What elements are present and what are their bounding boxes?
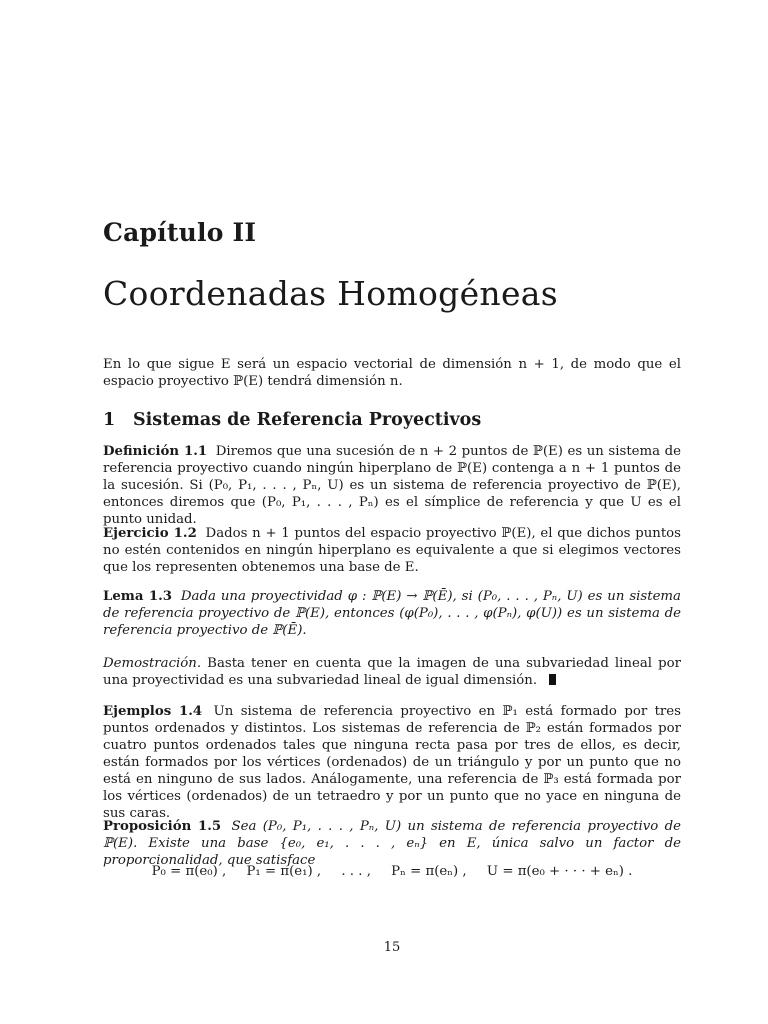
chapter-label: Capítulo II [103,218,257,247]
lemma-1-3 [103,588,681,639]
lemma-text: Dada una proyectividad φ : ℙ(E) → ℙ(Ē), si (P₀, . . . , Pₙ, U) es un sistema de referencia proyectivo de ℙ(E), entonces (φ(P₀), . . . , φ(Pₙ), φ(U)) es un sistema de referencia proyectivo de ℙ(Ē). [103,589,681,638]
formula-dots: . . . , [341,864,371,879]
proposition-text: Sea (P₀, P₁, . . . , Pₙ, U) un sistema de referencia proyectivo de ℙ(E). Existe una base {e₀, e₁, . . . , eₙ} en E, única salvo un factor de proporcionalidad, que satisface [103,819,681,868]
examples-text: Un sistema de referencia proyectivo en ℙ₁ está formado por tres puntos ordenados y distintos. Los sistemas de referencia de ℙ₂ están formados por cuatro puntos ordenados tales que ninguna recta pasa por tres de ellos, es decir, están formados por los vértices (ordenados) de un triángulo y por un punto que no está en ninguno de sus lados. Análogamente, una referencia de ℙ₃ está formada por los vértices (ordenados) de un tetraedro y por un punto que no yace en ninguna de sus caras. [103,704,681,821]
lemma-label: Lema 1.3 [103,589,172,604]
display-formula [103,864,681,879]
proof [103,655,681,689]
proof-label: Demostración. [103,656,202,671]
proof-text: Basta tener en cuenta que la imagen de una subvariedad lineal por una proyectividad es una subvariedad lineal de igual dimensión. [103,656,681,688]
definition-text: Diremos que una sucesión de n + 2 puntos de ℙ(E) es un sistema de referencia proyectivo cuando ningún hiperplano de ℙ(E) contenga a n + 1 puntos de la sucesión. Si (P₀, P₁, . . . , Pₙ, U) es un sistema de referencia proyectivo de ℙ(E), entonces diremos que (P₀, P₁, . . . , Pₙ) es el símplice de referencia y que U es el punto unidad. [103,444,681,527]
formula-p1: P₁ = π(e₁) , [246,864,322,879]
examples-label: Ejemplos 1.4 [103,704,203,719]
examples-1-4 [103,703,681,822]
formula-u: U = π(e₀ + · · · + eₙ) . [486,864,633,879]
definition-label: Definición 1.1 [103,444,208,459]
definition-1-1 [103,443,681,528]
formula-p0: P₀ = π(e₀) , [151,864,227,879]
formula-pn: Pₙ = π(eₙ) , [391,864,467,879]
exercise-text: Dados n + 1 puntos del espacio proyectivo ℙ(E), el que dichos puntos no estén contenidos en ningún hiperplano es equivalente a que si elegimos vectores que los representen obtenemos una base de E. [103,526,682,575]
exercise-label: Ejercicio 1.2 [103,526,197,541]
qed-square-icon [549,674,556,685]
exercise-1-2 [103,525,681,576]
section-number: 1 [103,410,116,430]
proposition-label: Proposición 1.5 [103,819,222,834]
section-title: Sistemas de Referencia Proyectivos [133,410,482,430]
page [103,0,681,1024]
chapter-title: Coordenadas Homogéneas [103,274,559,313]
section-heading [103,410,481,430]
intro-paragraph: En lo que sigue E será un espacio vectorial de dimensión n + 1, de modo que el espacio proyectivo ℙ(E) tendrá dimensión n. [103,357,681,389]
page-number: 15 [383,940,401,955]
proposition-1-5 [103,818,681,869]
